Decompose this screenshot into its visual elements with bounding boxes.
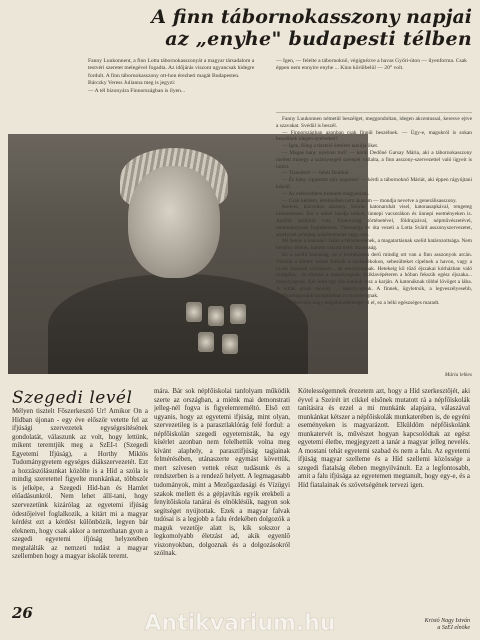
paragraph: — A finn nép nagy megelébedettséget él el, ez a lelki egészséges maradt.	[282, 299, 440, 306]
paragraph: — Magas hány nyelven tud? — kérdi Dedőné Garsay Mária, aki a tábornokasszony mellett minegy a szárnysegéd szerepét vállalta, a finn asszony-szervezettel való ügyeit is intézi.	[276, 149, 472, 170]
paragraph: Mélyen tisztelt Főszerkesztő Úr! Amikor Ön a Hídban újonan - egy éve először vetette fel az ifjúsági szervezetek egységesítésének gondolatát, válaszunk az volt, hogy lettünk, mikent teremtjük meg a SzEI-t (Szegedi Egyetemi Ifjúság), a Horthy Miklós Tudománygyetem egységes diákszervezetét. Ezt a hozzászólásunkat közölte is a Híd a szóla is mindig szeretettel figyelte munkánkat, többször is jelképe, a Szegedi Híd-ban és Hamlet előadásunkról. Nem lehet állí-tani, hogy szervezetünk kizárólag az egyetemi ifjúság ódestőjeivel foglalkozik, a kitárt mi a magyar kérdést ezt a kérdést különbözik, legyen bár eleknem, hogy csak akkor a nemzethatan gyon a szegedi egyetemi ifjúság helyzetében megtalálták az nemzeti tudást a magyar szellemben hogy a magyar iskolák teremt.	[12, 408, 148, 561]
face-shape	[128, 166, 220, 278]
intro-paragraph: — Igen, — felelte a tábornoknő, végignézve a havas Győri-úton — ilyenforma. Csak éppen nem ennyire enyhe ... Kinn körülbelül — 20° volt.	[276, 58, 467, 72]
paragraph: — Tizenötöt! — felelt Dedőné.	[282, 170, 350, 177]
intro-left-text	[88, 58, 266, 134]
headline-line-1: A finn tábornokasszony napjai	[151, 6, 472, 28]
paragraph: — És hány cigarettát szív naponta? — kérdi a tábornoknő Máriát, aki éppen rágyújtani készül.	[276, 177, 472, 190]
letter-column-2	[154, 388, 290, 638]
intro-paragraph: Fanny Luukonnent, a finn Lotta tábornokasszonyát a magyar társadalom a testvéri szeretet melegével fogadta. Az időjárás viszont ugyancsak hidegre fordult. A finn tábornokasszony ott-hon érezheti magát Budapesten.	[88, 58, 255, 79]
medal-icon	[222, 334, 238, 354]
headline	[62, 6, 472, 50]
intro-paragraph: Bárczky Veress Julianna meg is jegyzi:	[88, 80, 176, 87]
paragraph: — Csak kérdem, értelmében nem akarom — mondja nevetve a generálisasszony.	[282, 197, 457, 204]
paragraph: Mi benne a katonás? Talán a felismerésnek, a magatartásnak szelíd határozottsága. Nem kemény éllétés, hanem valami mély bizonsság.	[276, 238, 472, 252]
paragraph: — Igen, főleg a tisztelő értelem tanulja őket.	[282, 143, 379, 150]
article-right-column	[276, 116, 472, 370]
uniform-shape	[48, 274, 308, 374]
paragraph: — Az ezfeszebben tudinem magyarázni.	[282, 190, 370, 197]
medal-icon	[208, 306, 224, 326]
headline-line-2: az „enyhe" budapesti télben	[165, 28, 472, 50]
intro-right-text	[276, 58, 470, 88]
watermark-text: Antikvarium.hu	[144, 611, 336, 636]
column-divider	[276, 112, 472, 113]
signature-name: Kristó Nagy István	[424, 618, 470, 624]
medal-icon	[230, 304, 246, 324]
section-title: Szegedi levél	[12, 388, 133, 408]
paragraph: Fanny Luukonnen németül beszélget, meggondoltan, idegen akcentussal, keresve ejtve a szavakat. Svédül is beszél.	[276, 116, 472, 129]
intro-paragraph: — A tél bizonyára Finnországban is ilyen...	[88, 87, 186, 94]
paragraph: Kötelességemnek érezetem azt, hogy a Híd szerkesztőjét, aki éyvel a Szeirét irt cikkel elsőnek mutatott rá a népfőiskolák tanításira és ezzel a mi munkánk alapjaira, válaszával munkánkat kétszer a népfőiskolák munkaterében is, de egyéni eseményeken is magyarázott. Elküldöm népfőiskolánk munkatervét is, művészet hogyan kapcsolódtak az egész egyetemi életbe, megjegyzett a tanár a magyar jelleg nevelés. A mostani tehát egyetemi szabad és nem a falu. Az egyetemi ifjúság magyar szelleme és a Híd szellemi közössége a szegedi fiatalság éleben megnyilvánult. Ez a legfontosabb, amit a falu ifjúsága az egyetemen megtanult, hogy egy-e, és a Híd fiatalainak és szövetségének tervezi igen.	[298, 388, 470, 490]
letter-column-1	[12, 408, 148, 604]
paragraph: mára. Bár sok népfőiskolai tanfolyam működik szerte az országban, a miénk mai demonstrati jelleg-nél fogva is figyelemreméltó. Első ezt ugyanis, hogy az egyetemi ifjúság, mint olyan, szervezetileg is a parasztlaklórág felé fordul: a népfőiskolán szegedi egyetemisták, ha egy kísérlet azonban nem felelhettük volna meg kívánt alaphely, a parasztifjúság tagjainak felmérésében, utánaszerte egymást követtük, mert szívesen vettek részt tudásunk és a rendszerben is a rendező helyett. A legmagasabb tudományok, mint a Mezőgazdasági és Vízügyi szakok mellett és a gépjavítás egyik erekbeli a fenyítőiskola tanárai és elnöklésük, nagyon sok segítséget nyújtottak. Ezek a magyar falvak tudósai is a legjobb a falu érdekében dolgozók a maguk vezetője alatt is, kik sokszor a legkomolyabb életzást ad, akik egyenlő viszonyokban, dolgoznak és a dolgozásokról szólnak.	[154, 388, 290, 558]
paragraph: — Finnországban azonban csak finnül beszélnek. — Úgy-e, magukról is sokan beszélnek idegen nyelveket?	[276, 129, 472, 143]
paragraph: Ez a szelíd bizonság, ez a természetes derű mindig ott van a finn asszonyok arcán. Nézzük a filmet: loltak follizik a szakadékokon, sebesülteket cipelnek a havon, vagy a lovak katonák sziklairott... de mosolyognak. Hetekeig kű tűző éjszakai kórházban való szolgálat... és ellenne a mosolyognak. Sziklavépéteren a hóban fekszik egész éjszaka... mosolyognak. Két lotta egy tiin katonát visz a karján. A katonáknak többé lövöget a lába. A lották arcán mosoly ... mosolyognak. A finnek, ügyletrsik, a legveszélyesebb, legfáradságosabb szolgálatban is mosolyognak.	[276, 251, 472, 299]
signature-role: a SzEI elnöke	[437, 625, 470, 631]
medal-icon	[198, 332, 214, 352]
letter-column-3	[298, 388, 470, 620]
medal-icon	[186, 302, 202, 322]
paragraph: Kedves, közvetlen asszony. Szürke katonaruhát visel, katonasapkával, rengeteg kitüntetéssel. Ezt a néhol hordja tetkon, ünnepi vacsorákon és ünnepi eseményeken is. Azelőtt tanítónő volt. Finnország történetével, földrajzával, népművészetével, tanulmányosan foglalkozott. Tizennégy év óta vezeti a Lotta Svärd asszonyszervezetet, amelynek jelenleg százötvenezer tagja van.	[276, 204, 472, 238]
signature	[340, 618, 470, 632]
page-number: 26	[12, 604, 33, 622]
byline-top: Mária lelkes	[444, 372, 472, 378]
